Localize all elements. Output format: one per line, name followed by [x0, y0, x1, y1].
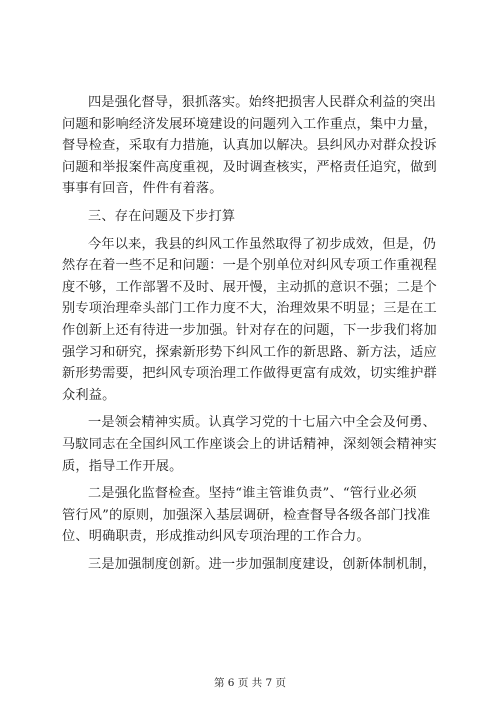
- text-line: 一是领会精神实质。认真学习党的十七届六中全会及何勇、: [88, 415, 437, 431]
- text-line: 别专项治理牵头部门工作力度不大，治理效果不明显；三是在工: [62, 301, 437, 317]
- text-line: 位、明确职责，形成推动纠风专项治理的工作合力。: [62, 529, 370, 545]
- section-heading: [62, 206, 445, 228]
- text-line: 督导检查，采取有力措施，认真加以解决。县纠风办对群众投诉: [62, 138, 437, 154]
- text-line: 众利益。: [62, 387, 116, 403]
- document-body: [62, 92, 445, 575]
- text-line: 四是强化督导，狠抓落实。始终把损害人民群众利益的突出: [88, 95, 437, 110]
- paragraph-innovation: [62, 554, 445, 576]
- page-number: 第 6 页 共 7 页: [213, 677, 287, 689]
- text-line: 管行风”的原则，加强深入基层调研，检查督导各级各部门找准: [62, 507, 431, 523]
- text-line: 马馼同志在全国纠风工作座谈会上的讲话精神，深刻领会精神实: [62, 436, 437, 452]
- text-line: 质，指导工作开展。: [62, 458, 183, 474]
- text-line: 新形势需要，把纠风专项治理工作做得更富有成效，切实维护群: [62, 366, 437, 382]
- paragraph-spirit: [62, 412, 445, 477]
- text-line: 二是强化监督检查。坚持“谁主管谁负责”、“管行业必须: [88, 486, 417, 502]
- paragraph-problems: [62, 234, 445, 407]
- heading-line: 三、存在问题及下步打算: [88, 208, 236, 224]
- text-line: 然存在着一些不足和问题：一是个别单位对纠风专项工作重视程: [62, 258, 437, 274]
- text-line: 作创新上还有待进一步加强。针对存在的问题，下一步我们将加: [62, 322, 437, 338]
- page-footer: [0, 676, 500, 690]
- text-line: 今年以来，我县的纠风工作虽然取得了初步成效，但是，仍: [88, 236, 437, 252]
- text-line: 事事有回音，件件有着落。: [62, 181, 223, 197]
- text-line: 问题和影响经济发展环境建设的问题列入工作重点，集中力量，: [62, 116, 437, 132]
- paragraph-supervision: [62, 92, 445, 200]
- paragraph-inspection: [62, 483, 445, 548]
- text-line: 强学习和研究，探索新形势下纠风工作的新思路、新方法，适应: [62, 344, 437, 360]
- text-line: 三是加强制度创新。进一步加强制度建设，创新体制机制，: [88, 556, 437, 572]
- text-line: 问题和举报案件高度重视，及时调查核实，严格责任追究，做到: [62, 159, 437, 175]
- text-line: 度不够，工作部署不及时、展开慢，主动抓的意识不强；二是个: [62, 279, 437, 295]
